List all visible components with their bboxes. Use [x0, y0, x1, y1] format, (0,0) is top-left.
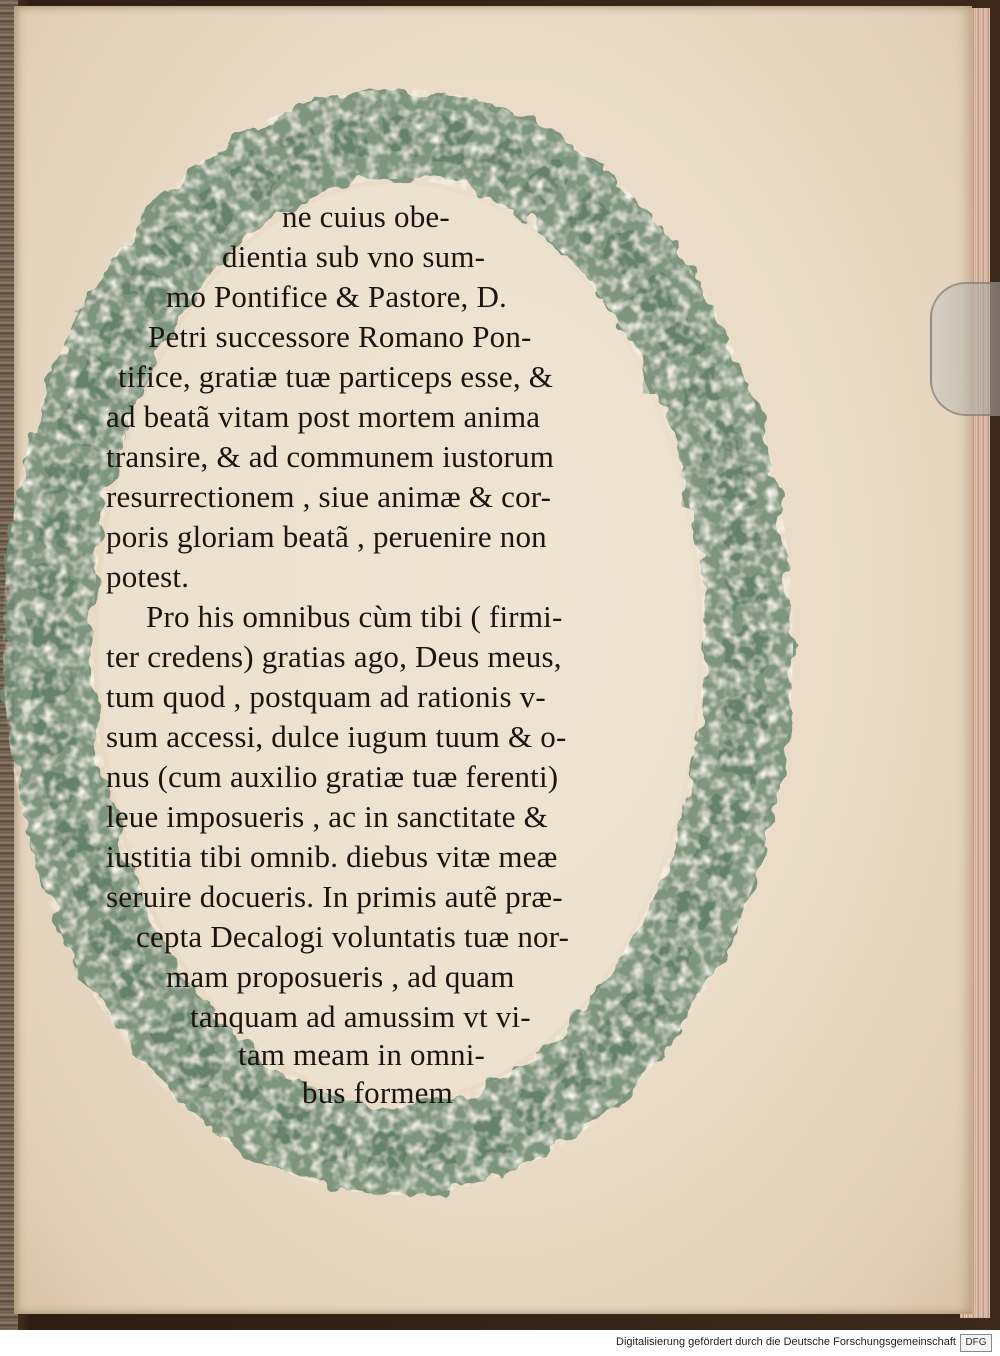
text-line: iustitia tibi omnib. diebus vitæ meæ — [106, 839, 558, 874]
text-line: Petri successore Romano Pon- — [148, 319, 532, 354]
text-line: sum accessi, dulce iugum tuum & o- — [106, 719, 567, 754]
page-text — [96, 198, 696, 1110]
text-line: mo Pontifice & Pastore, D. — [166, 279, 507, 314]
text-line: Pro his omnibus cùm tibi ( firmi- — [146, 599, 563, 634]
text-line: ad beatã vitam post mortem anima — [106, 399, 541, 434]
plastic-clip — [930, 282, 1000, 416]
text-line: ne cuius obe- — [282, 199, 450, 234]
digitization-footer — [0, 1330, 1000, 1356]
text-line: tanquam ad amussim vt vi- — [190, 999, 531, 1034]
text-line: leue imposueris , ac in sanctitate & — [106, 799, 548, 834]
text-line: seruire docueris. In primis autẽ præ- — [106, 879, 563, 914]
text-line: tam meam in omni- — [238, 1037, 486, 1072]
funding-credit: Digitalisierung gefördert durch die Deutsche Forschungsgemeinschaft — [616, 1336, 956, 1348]
text-line: cepta Decalogi voluntatis tuæ nor- — [136, 919, 570, 954]
text-line: tifice, gratiæ tuæ particeps esse, & — [118, 359, 554, 394]
text-line: ter credens) gratias ago, Deus meus, — [106, 639, 562, 674]
text-line: bus formem — [302, 1075, 453, 1110]
text-line: tum quod , postquam ad rationis v- — [106, 679, 546, 714]
text-line: transire, & ad communem iustorum — [106, 439, 555, 474]
text-line: dientia sub vno sum- — [222, 239, 486, 274]
text-line: nus (cum auxilio gratiæ tuæ ferenti) — [106, 759, 559, 794]
text-line: potest. — [106, 559, 190, 594]
text-line: mam proposueris , ad quam — [166, 959, 515, 994]
text-line: resurrectionem , siue animæ & cor- — [106, 479, 552, 514]
text-line: poris gloriam beatã , peruenire non — [106, 519, 547, 554]
dfg-logo-icon: DFG — [960, 1334, 992, 1352]
